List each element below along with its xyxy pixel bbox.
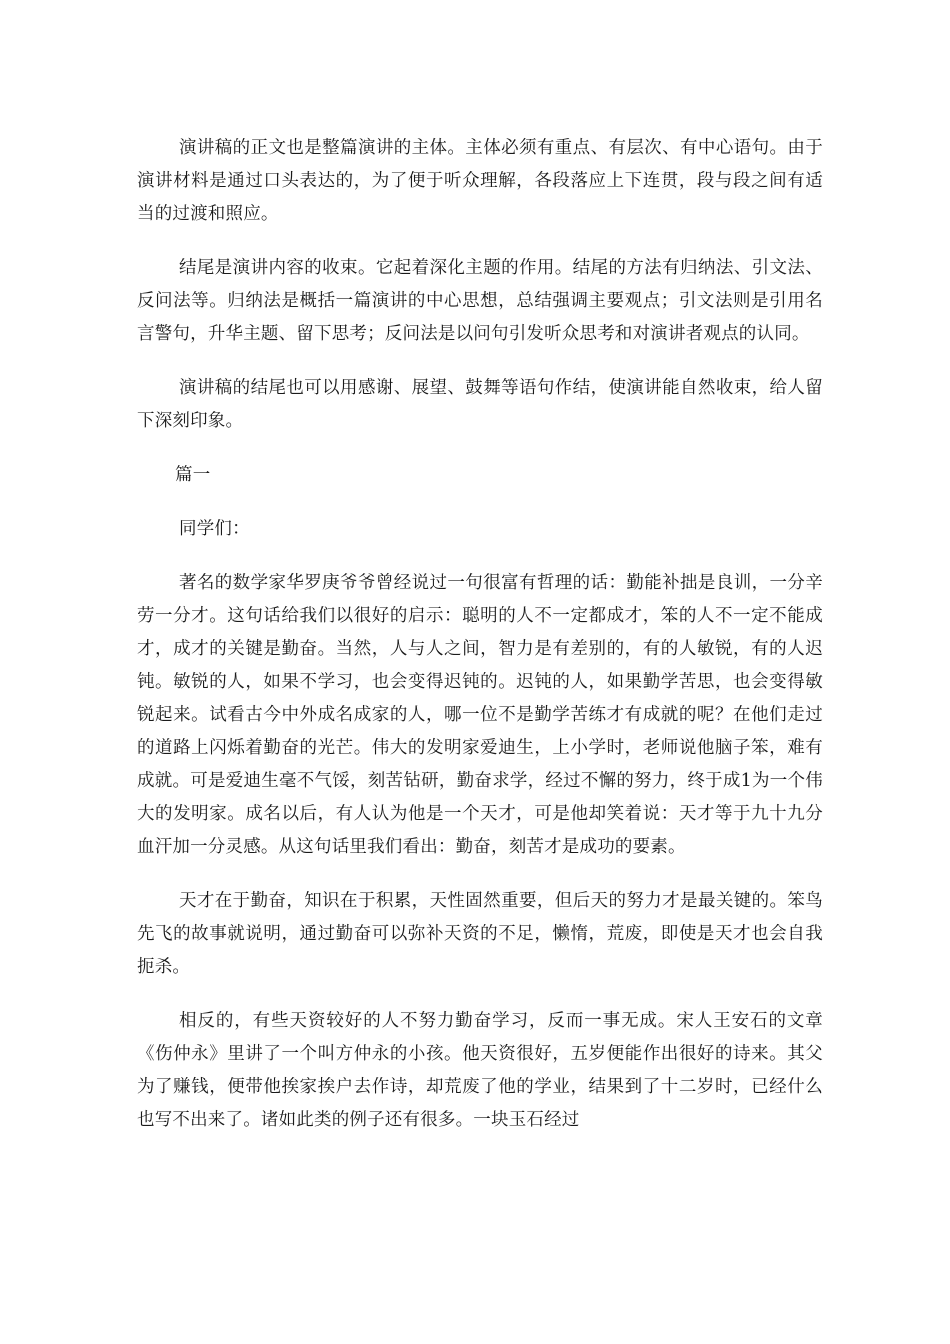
section-title: 篇一 [175,465,211,485]
speech-paragraph-counterexample: 相反的，有些天资较好的人不努力勤奋学习，反而一事无成。宋人王安石的文章《伤仲永》里讲了一个叫方仲永的小孩。他天资很好，五岁便能作出很好的诗来。其父为了赚钱，便带他挨家挨户去作诗，却荒废了他的学业，结果到了十二岁时，已经什么也写不出来了。诸如此类的例子还有很多。一块玉石经过 [137,1011,823,1130]
speech-greeting: 同学们： [179,519,250,539]
paragraph-body-intro: 演讲稿的正文也是整篇演讲的主体。主体必须有重点、有层次、有中心语句。由于演讲材料是通过口头表达的，为了便于听众理解，各段落应上下连贯，段与段之间有适当的过渡和照应。 [137,138,823,224]
speech-paragraph-diligence: 著名的数学家华罗庚爷爷曾经说过一句很富有哲理的话：勤能补拙是良训，一分辛劳一分才。这句话给我们以很好的启示：聪明的人不一定都成才，笨的人不一定不能成才，成才的关键是勤奋。当然，人与人之间，智力是有差别的，有的人敏锐，有的人迟钝。敏锐的人，如果不学习，也会变得迟钝的。迟钝的人，如果勤学苦思，也会变得敏锐起来。试看古今中外成名成家的人，哪一位不是勤学苦练才有成就的呢？在他们走过的道路上闪烁着勤奋的光芒。伟大的发明家爱迪生，上小学时，老师说他脑子笨，难有成就。可是爱迪生毫不气馁，刻苦钻研，勤奋求学，经过不懈的努力，终于成1为一个伟大的发明家。成名以后，有人认为他是一个天才，可是他却笑着说：天才等于九十九分血汗加一分灵感。从这句话里我们看出：勤奋，刻苦才是成功的要素。 [137,573,823,857]
paragraph-ending-phrases: 演讲稿的结尾也可以用感谢、展望、鼓舞等语句作结，使演讲能自然收束，给人留下深刻印象。 [137,378,823,431]
speech-paragraph-talent: 天才在于勤奋，知识在于积累，天性固然重要，但后天的努力才是最关键的。笨鸟先飞的故事就说明，通过勤奋可以弥补天资的不足，懒惰，荒废，即使是天才也会自我扼杀。 [137,891,823,977]
document-page [137,132,823,1158]
paragraph-ending-methods: 结尾是演讲内容的收束。它起着深化主题的作用。结尾的方法有归纳法、引文法、反问法等。归纳法是概括一篇演讲的中心思想，总结强调主要观点；引文法则是引用名言警句，升华主题、留下思考；反问法是以问句引发听众思考和对演讲者观点的认同。 [137,258,823,344]
